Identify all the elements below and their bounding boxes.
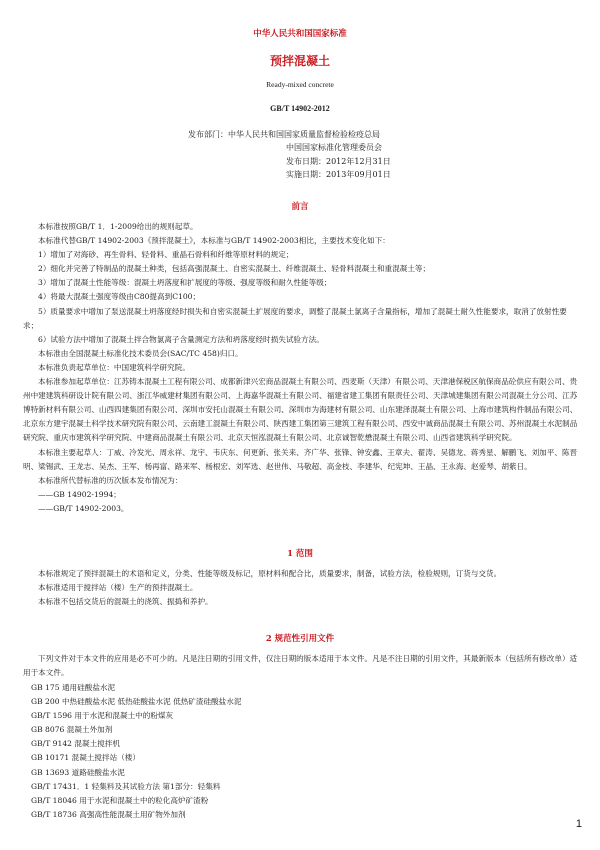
standard-code: GB/T 14902-2012 xyxy=(270,104,330,113)
reference-item: GB/T 18046 用于水泥和混凝土中的粒化高炉矿渣粉 xyxy=(31,795,209,805)
reference-item: GB 13693 道路硅酸盐水泥 xyxy=(31,767,125,777)
effective-date: 实施日期：2013年09月01日 xyxy=(286,169,391,179)
foreword-paragraph: 4）将最大混凝土强度等级由C80提高到C100； xyxy=(38,292,201,302)
document-title: 预拌混凝土 xyxy=(269,54,330,68)
reference-item: GB/T 18736 高强高性能混凝土用矿物外加剂 xyxy=(31,809,186,819)
document-title-en: Ready-mixed concrete xyxy=(266,80,334,89)
reference-item: GB/T 1596 用于水泥和混凝土中的粉煤灰 xyxy=(31,711,174,721)
foreword-paragraph: 本标准主要起草人：丁威、冷发光、周永祥、龙宇、韦庆东、何更新、张关来、齐广华、张锋、钟安鑫、王章夫、翟涛、吴德龙、蒋秀星、解鹏飞、刘加平、陈晋明、梁锡武、王龙志、吴杰、王军、杨再富、路来军、杨根宏、刘军选、赵世伟、马敬超、高金枝、李建华、纪宪坤、王晶、王永海、赵爱琴、胡紫日。 xyxy=(23,447,578,471)
foreword-title: 前言 xyxy=(291,202,309,212)
section-1-title: 1 范围 xyxy=(287,549,313,559)
section-1-paragraph: 本标准规定了预拌混凝土的术语和定义，分类、性能等级及标记，原材料和配合比，质量要求，制备，试验方法，检验规则，订货与交货。 xyxy=(38,569,502,578)
issuing-authority: 中华人民共和国国家标准 xyxy=(253,29,347,39)
foreword-paragraph: 6）试验方法中增加了混凝土拌合物氯离子含量测定方法和坍落度经时损失试验方法。 xyxy=(38,334,324,344)
reference-item: GB/T 17431．1 轻集料及其试验方法 第1部分：轻集料 xyxy=(31,781,221,791)
section-2-paragraph: 下列文件对于本文件的应用是必不可少的。凡是注日期的引用文件，仅注日期的版本适用于本文件。凡是不注日期的引用文件，其最新版本（包括所有修改单）适用于本文件。 xyxy=(23,654,578,678)
foreword-paragraph: 本标准按照GB/T 1．1-2009给出的规则起草。 xyxy=(38,222,198,231)
foreword-paragraph: 本标准代替GB/T 14902-2003《预拌混凝土》，本标准与GB/T 14902-2003相比，主要技术变化如下： xyxy=(38,236,390,246)
section-2-intro xyxy=(23,652,579,680)
foreword-body xyxy=(23,220,579,516)
reference-item: GB 200 中热硅酸盐水泥 低热硅酸盐水泥 低热矿渣硅酸盐水泥 xyxy=(31,697,242,707)
foreword-paragraph: 本标准参加起草单位：江苏铸本混凝土工程有限公司、成都新津兴宏商品混凝土有限公司、西麦斯（天津）有限公司、天津港保税区航保商品砼供应有限公司、贵州中建建筑科研设计院有限公司、浙江华威建材集团有限公司、上海嘉华混凝土有限公司、福建省建工集团有限责任公司、天津城建集团有限公司混凝土分公司、江苏博特新材料有限公司、山西四建集团有限公司、深圳市安托山混凝土有限公司、深圳市为海建材有限公司、山东建泽混凝土有限公司、上海市建筑构件制品有限公司、北京东方建宇混凝土科学技术研究院有限公司、云南建工混凝土有限公司、陕西建工集团第三建筑工程有限公司、西安中诚商品混凝土有限公司、苏州混凝土水泥制品研究院、重庆市建筑科学研究院、中建商品混凝土有限公司、北京天恒泓混凝土有限公司、北京诚智乾懋混凝土有限公司、山西省建筑科学研究院。 xyxy=(23,377,578,443)
foreword-paragraph: 1）增加了对海砂、再生骨料、轻骨料、重晶石骨料和纤维等原材料的规定； xyxy=(38,250,294,260)
section-1-paragraph: 本标准适用于搅拌站（楼）生产的预拌混凝土。 xyxy=(38,583,198,593)
release-date: 发布日期：2012年12月31日 xyxy=(286,156,391,166)
page-number: 1 xyxy=(575,818,582,830)
foreword-paragraph: 本标准负责起草单位：中国建筑科学研究院。 xyxy=(38,362,190,372)
foreword-paragraph: 本标准所代替标准的历次版本发布情况为： xyxy=(38,475,183,485)
publishing-department: 发布部门：中华人民共和国国家质量监督检验检疫总局 xyxy=(188,130,380,139)
reference-item: GB 175 通用硅酸盐水泥 xyxy=(31,683,116,692)
reference-list xyxy=(31,681,241,822)
foreword-paragraph: ——GB 14902-1994； xyxy=(38,489,121,499)
section-1-paragraph: 本标准不包括交货后的混凝土的浇筑、振捣和养护。 xyxy=(38,597,213,607)
publication-info xyxy=(188,128,391,181)
foreword-paragraph: 5）质量要求中增加了泵送混凝土坍落度经时损失和自密实混凝土扩展度的要求，调整了混凝土氯离子含量指标，增加了混凝土耐久性能要求，取消了放射性要求； xyxy=(23,306,567,330)
foreword-paragraph: ——GB/T 14902-2003。 xyxy=(38,503,129,513)
foreword-paragraph: 2）细化并完善了特制品的混凝土种类，包括高强混凝土、自密实混凝土、纤维混凝土、轻骨料混凝土和重混凝土等； xyxy=(38,264,431,274)
reference-item: GB 10171 混凝土搅拌站（楼） xyxy=(31,753,140,763)
section-2-title: 2 规范性引用文件 xyxy=(265,634,335,644)
section-1-body xyxy=(23,567,579,609)
reference-item: GB 8076 混凝土外加剂 xyxy=(31,725,113,735)
foreword-paragraph: 3）增加了混凝土性能等级：混凝土坍落度和扩展度的等级、强度等级和耐久性能等级； xyxy=(38,278,332,288)
foreword-paragraph: 本标准由全国混凝土标准化技术委员会(SAC/TC 458)归口。 xyxy=(38,348,243,358)
reference-item: GB/T 9142 混凝土搅拌机 xyxy=(31,739,120,749)
publishing-department-2: 中国国家标准化管理委员会 xyxy=(286,143,382,153)
